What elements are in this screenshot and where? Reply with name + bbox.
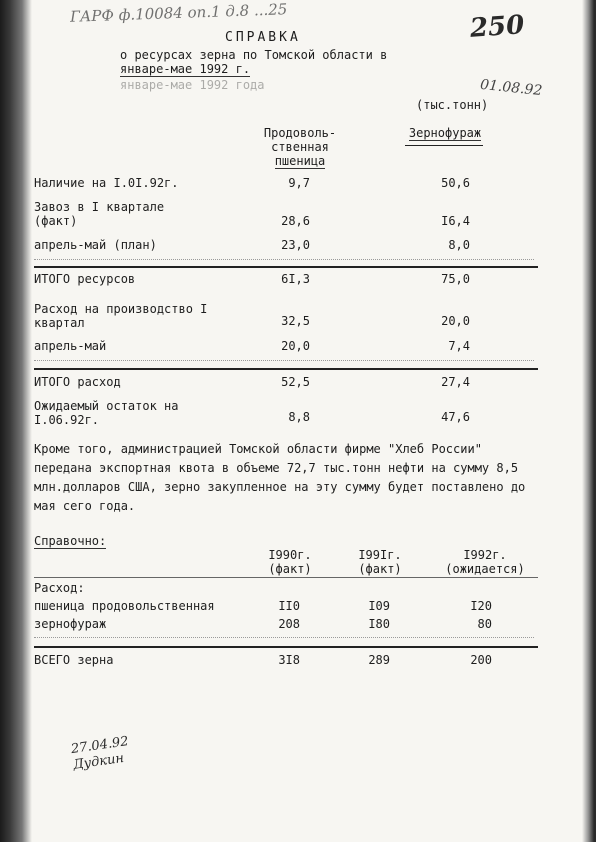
reference-cell: 289 bbox=[368, 653, 390, 667]
reference-cell: 80 bbox=[477, 617, 492, 631]
table-cell-fodder: 75,0 bbox=[441, 272, 470, 286]
reference-cell: I80 bbox=[368, 617, 390, 631]
table-cell-fodder: 8,0 bbox=[448, 238, 470, 252]
reference-rule bbox=[34, 646, 538, 648]
table-cell-wheat: 23,0 bbox=[281, 238, 310, 252]
table-cell-fodder: I6,4 bbox=[441, 214, 470, 228]
reference-heading: Справочно: bbox=[34, 534, 107, 548]
year-column-1990: I990г. (факт) bbox=[268, 548, 312, 576]
reference-row-label: зернофураж bbox=[34, 617, 107, 631]
table-row-label-total: ИТОГО ресурсов bbox=[34, 272, 136, 286]
reference-row-label: пшеница продовольственная bbox=[34, 599, 215, 613]
table-rule bbox=[34, 368, 538, 370]
document-subtitle-line1: о ресурсах зерна по Томской области в bbox=[120, 48, 388, 62]
handwritten-signature: 27.04.92 Дудкин bbox=[70, 734, 130, 773]
table-row-label: апрель-май bbox=[34, 339, 107, 353]
table-cell-fodder: 20,0 bbox=[441, 314, 470, 328]
table-cell-wheat: 20,0 bbox=[281, 339, 310, 353]
folio-number: 250 bbox=[469, 10, 526, 44]
table-row-label: Завоз в I квартале (факт) bbox=[34, 200, 165, 228]
table-cell-fodder: 7,4 bbox=[448, 339, 470, 353]
scan-shadow-right bbox=[582, 0, 596, 842]
dotted-separator bbox=[34, 259, 534, 260]
reference-cell: 208 bbox=[278, 617, 300, 631]
table-row-label-total: ИТОГО расход bbox=[34, 375, 121, 389]
dotted-separator bbox=[34, 360, 534, 361]
reference-cell: 3I8 bbox=[278, 653, 300, 667]
document-subtitle-line2: январе-мае 1992 г. bbox=[120, 62, 251, 76]
faint-typed-line: январе-мае 1992 года bbox=[120, 78, 265, 92]
reference-total-label: ВСЕГО зерна bbox=[34, 653, 114, 667]
document-title: СПРАВКА bbox=[225, 30, 301, 45]
table-cell-wheat: 8,8 bbox=[288, 410, 310, 424]
table-cell-fodder: 50,6 bbox=[441, 176, 470, 190]
expense-label: Расход: bbox=[34, 581, 85, 595]
dotted-separator bbox=[34, 637, 534, 638]
archive-stamp: ГАРФ ф.10084 оп.1 д.8 ...25 bbox=[69, 0, 288, 26]
fodder-header-rule bbox=[405, 145, 483, 146]
table-cell-wheat: 9,7 bbox=[288, 176, 310, 190]
column-header-fodder: Зернофураж bbox=[408, 126, 482, 140]
table-cell-wheat: 32,5 bbox=[281, 314, 310, 328]
reference-header-rule bbox=[34, 577, 538, 578]
table-row-label: Наличие на I.0I.92г. bbox=[34, 176, 179, 190]
reference-cell: II0 bbox=[278, 599, 300, 613]
paragraph-text: Кроме того, администрацией Томской области фирме "Хлеб России" передана экспортная квота в объеме 72,7 тыс.тонн нефти на сумму 8,5 млн.долларов США, зерно закупленное на эту сумму будет поставлено до мая сего года. bbox=[34, 442, 526, 513]
table-cell-fodder: 47,6 bbox=[441, 410, 470, 424]
table-row-label: Расход на производство I квартал bbox=[34, 302, 208, 330]
handwritten-side-mark: 01.08.92 bbox=[479, 76, 544, 100]
table-row-label: апрель-май (план) bbox=[34, 238, 157, 252]
table-row-label: Ожидаемый остаток на I.06.92г. bbox=[34, 399, 179, 427]
reference-cell: I09 bbox=[368, 599, 390, 613]
table-cell-wheat: 28,6 bbox=[281, 214, 310, 228]
scan-shadow-left bbox=[0, 0, 32, 842]
table-cell-wheat: 6I,3 bbox=[281, 272, 310, 286]
reference-cell: I20 bbox=[470, 599, 492, 613]
column-header-wheat: Продоволь- ственная пшеница bbox=[263, 126, 337, 168]
table-rule bbox=[34, 266, 538, 268]
table-cell-fodder: 27,4 bbox=[441, 375, 470, 389]
year-column-1992: I992г. (ожидается) bbox=[445, 548, 525, 576]
reference-cell: 200 bbox=[470, 653, 492, 667]
table-cell-wheat: 52,5 bbox=[281, 375, 310, 389]
units-label: (тыс.тонн) bbox=[416, 98, 489, 112]
year-column-1991: I99Iг. (факт) bbox=[358, 548, 402, 576]
